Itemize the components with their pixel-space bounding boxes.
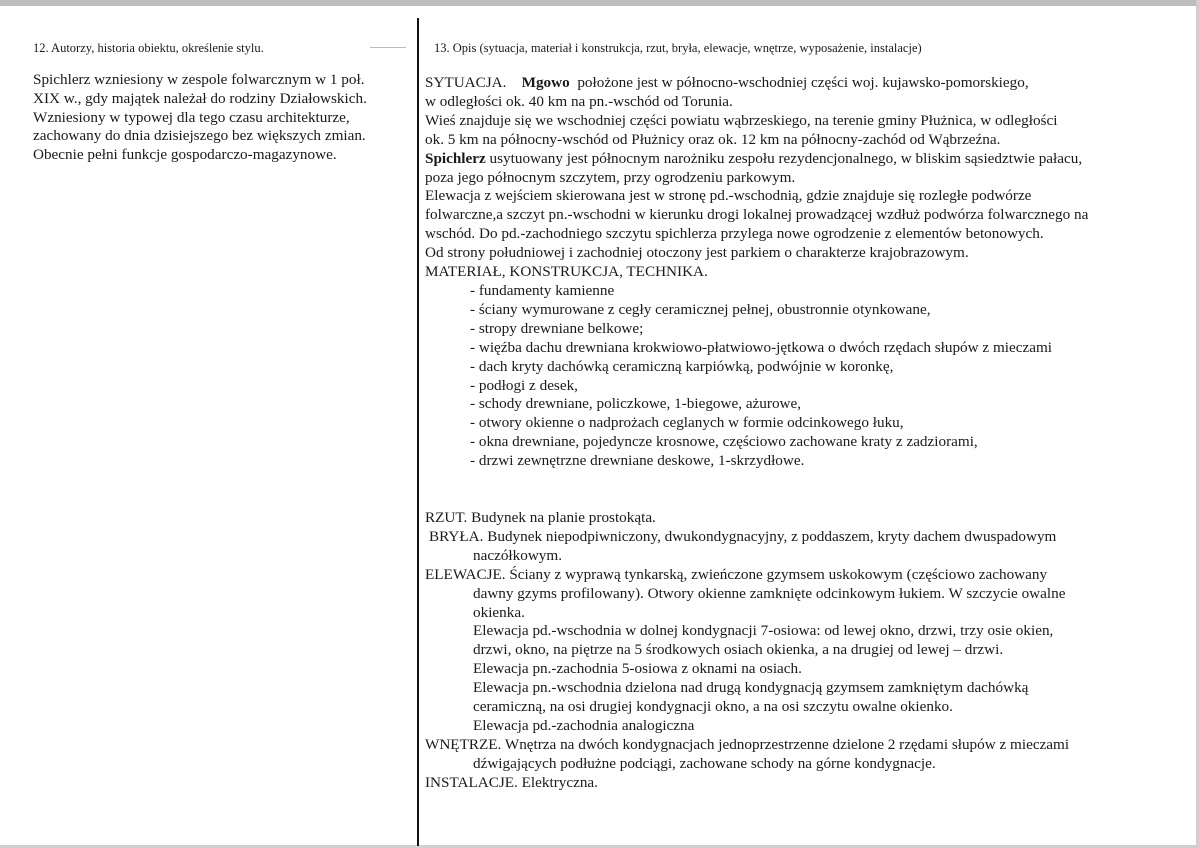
history-line: Spichlerz wzniesiony w zespole folwarcznym w 1 poł. <box>33 71 365 88</box>
elewacje-line: ceramiczną, na osi drugiej kondygnacji okno, a na osi szczytu owalne okienko. <box>473 698 953 716</box>
history-line: Wzniesiony w typowej dla tego czasu architekturze, <box>33 108 350 126</box>
elewacje-line: drzwi, okno, na piętrze na 5 środkowych osiach okienka, a na drugiej od lewej – drzwi. <box>473 641 1004 659</box>
material-item: - drzwi zewnętrzne drewniane deskowe, 1-skrzydłowe. <box>470 452 805 470</box>
elewacje-line: Elewacja pd.-zachodnia analogiczna <box>473 717 695 734</box>
material-item: - więźba dachu drewniana krokwiowo-płatwiowo-jętkowa o dwóch rzędach słupów z mieczami <box>470 338 1052 356</box>
history-text <box>33 71 413 165</box>
sytuacja-text: położone jest w północno-wschodniej części woj. kujawsko-pomorskiego, <box>577 74 1029 91</box>
bryla-line: naczółkowym. <box>473 546 562 564</box>
scan-edge-top <box>0 0 1199 6</box>
sytuacja-line: ok. 5 km na północny-wschód od Płużnicy oraz ok. 12 km na północny-zachód od Wąbrzeźna. <box>425 130 1001 148</box>
sytuacja-line: w odległości ok. 40 km na pn.-wschód od Torunia. <box>425 92 733 110</box>
section-12-header: 12. Autorzy, historia obiektu, określenie stylu. <box>33 41 264 55</box>
elewacje-line: ELEWACJE. Ściany z wyprawą tynkarską, zwieńczone gzymsem uskokowym (częściowo zachowany <box>425 565 1048 583</box>
sytuacja-line: poza jego północnym szczytem, przy ogrodzeniu parkowym. <box>425 168 796 186</box>
material-item: - ściany wymurowane z cegły ceramicznej pełnej, obustronnie otynkowane, <box>470 300 931 318</box>
elewacje-line: Elewacja pn.-wschodnia dzielona nad drugą kondygnacją gzymsem zamkniętym dachówką <box>473 679 1029 697</box>
elewacje-line: Elewacja pd.-wschodnia w dolnej kondygnacji 7-osiowa: od lewej okno, drzwi, trzy osie okien, <box>473 622 1054 640</box>
sytuacja-line: Wieś znajduje się we wschodniej części powiatu wąbrzeskiego, na terenie gminy Płużnica, w odległości <box>425 111 1058 129</box>
spacer <box>425 490 1193 509</box>
place-name: Mgowo <box>521 74 570 91</box>
instalacje-line: INSTALACJE. Elektryczna. <box>425 773 598 791</box>
elewacje-line: dawny gzyms profilowany). Otwory okienne zamknięte odcinkowym łukiem. W szczycie owalne <box>473 584 1066 602</box>
spichlerz-label: Spichlerz <box>425 149 486 167</box>
rzut-line: RZUT. Budynek na planie prostokąta. <box>425 509 656 527</box>
history-line: Obecnie pełni funkcje gospodarczo-magazynowe. <box>33 146 337 164</box>
material-item: - okna drewniane, pojedyncze krosnowe, częściowo zachowane kraty z zadziorami, <box>470 433 978 451</box>
material-item: - schody drewniane, policzkowe, 1-biegowe, ażurowe, <box>470 395 802 413</box>
sytuacja-line <box>425 74 1193 93</box>
material-item: - fundamenty kamienne <box>470 281 615 299</box>
sytuacja-line <box>425 150 1193 169</box>
spacer <box>425 471 1193 490</box>
sytuacja-line: Elewacja z wejściem skierowana jest w stronę pd.-wschodnią, gdzie znajduje się rozległe podwórze <box>425 187 1032 205</box>
material-item: - podłogi z desek, <box>470 376 578 394</box>
sytuacja-line: folwarczne,a szczyt pn.-wschodni w kierunku drogi lokalnej prowadzącej wzdłuż podwórza folwarcznego na <box>425 206 1089 224</box>
wnetrze-line: dźwigających podłużne podciągi, zachowane schody na górne kondygnacje. <box>473 754 936 772</box>
sytuacja-label: SYTUACJA. <box>425 74 507 91</box>
section-13-header: 13. Opis (sytuacja, materiał i konstrukcja, rzut, bryła, elewacje, wnętrze, wyposażenie, instalacje) <box>434 41 922 55</box>
column-divider <box>417 18 419 846</box>
material-item: - dach kryty dachówką ceramiczną karpiówką, podwójnie w koronkę, <box>470 357 894 375</box>
header-dash-mark <box>370 47 406 48</box>
material-heading: MATERIAŁ, KONSTRUKCJA, TECHNIKA. <box>425 263 708 281</box>
bryla-line: BRYŁA. Budynek niepodpiwniczony, dwukondygnacyjny, z poddaszem, kryty dachem dwuspadowym <box>429 527 1057 545</box>
sytuacja-line: wschód. Do pd.-zachodniego szczytu spichlerza przylega nowe ogrodzenie z elementów betonowych. <box>425 225 1044 243</box>
history-line: zachowany do dnia dzisiejszego bez większych zmian. <box>33 127 366 145</box>
history-line: XIX w., gdy majątek należał do rodziny Działowskich. <box>33 89 367 107</box>
elewacje-line: okienka. <box>473 603 525 621</box>
elewacje-line: Elewacja pn.-zachodnia 5-osiowa z oknami na osiach. <box>473 660 802 678</box>
wnetrze-line: WNĘTRZE. Wnętrza na dwóch kondygnacjach jednoprzestrzenne dzielone 2 rzędami słupów z mieczami <box>425 735 1070 753</box>
material-item: - otwory okienne o nadprożach ceglanych w formie odcinkowego łuku, <box>470 414 904 432</box>
sytuacja-line: Od strony południowej i zachodniej otoczony jest parkiem o charakterze krajobrazowym. <box>425 244 969 262</box>
sytuacja-text: usytuowany jest północnym narożniku zespołu rezydencjonalnego, w bliskim sąsiedztwie pałacu, <box>489 149 1083 167</box>
description-text <box>425 74 1193 793</box>
material-item: - stropy drewniane belkowe; <box>470 319 644 337</box>
